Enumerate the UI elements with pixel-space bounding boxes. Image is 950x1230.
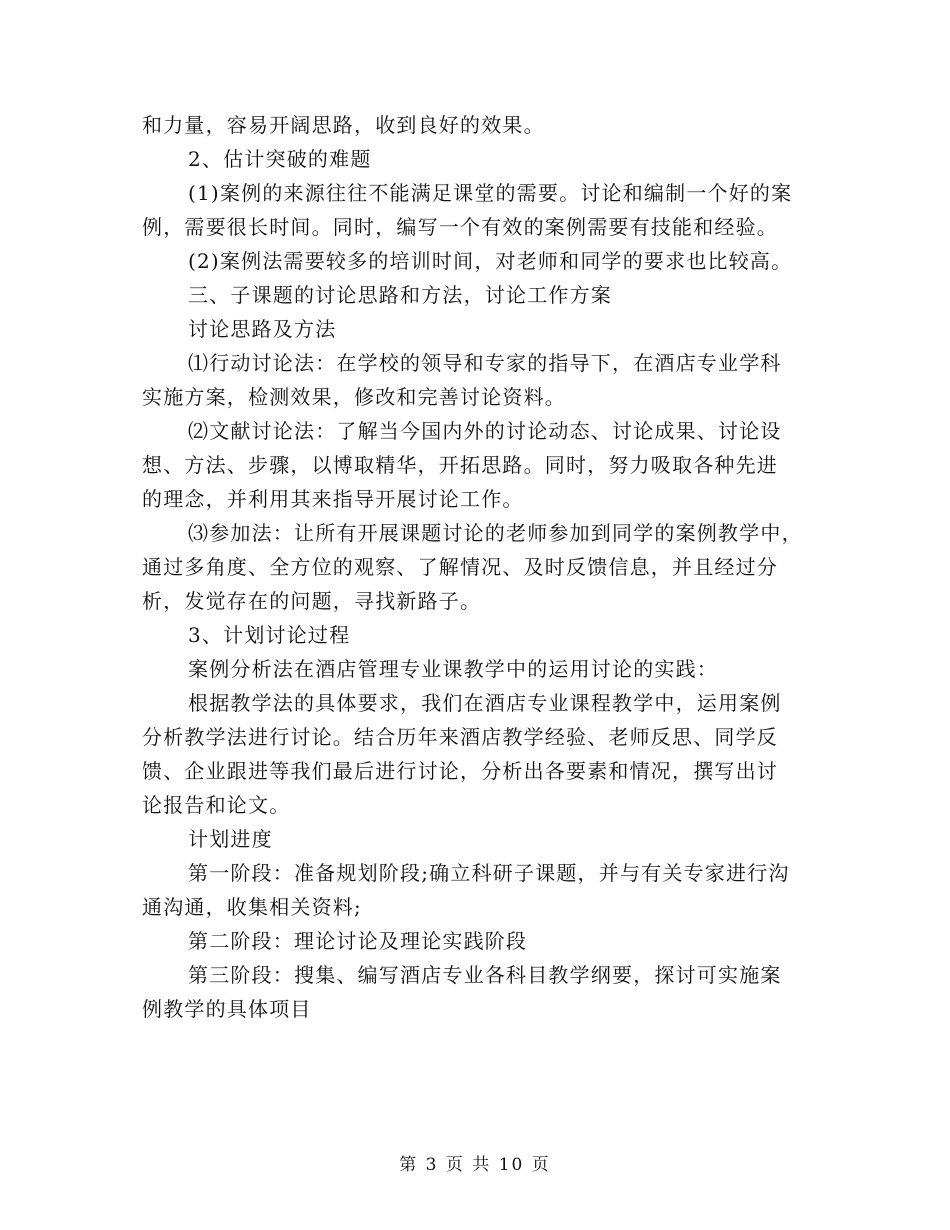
page-number-footer: 第 3 页 共 10 页 — [399, 1155, 551, 1175]
section-heading: 三、子课题的讨论思路和方法，讨论工作方案 — [188, 283, 612, 307]
text-line: 论报告和论文。 — [142, 793, 291, 817]
text-line: ⑵文献讨论法：了解当今国内外的讨论动态、讨论成果、讨论设 — [188, 419, 782, 443]
text-line: 分析教学法进行讨论。结合历年来酒店教学经验、老师反思、同学反 — [142, 725, 778, 749]
text-line: 想、方法、步骤，以博取精华，开拓思路。同时，努力吸取各种先进 — [142, 453, 778, 477]
section-heading: 2、估计突破的难题 — [188, 147, 372, 171]
text-line: 根据教学法的具体要求，我们在酒店专业课程教学中，运用案例 — [188, 691, 782, 715]
text-line: 第二阶段：理论讨论及理论实践阶段 — [188, 929, 528, 953]
text-line: 案例分析法在酒店管理专业课教学中的运用讨论的实践： — [188, 657, 718, 681]
text-line: 第三阶段：搜集、编写酒店专业各科目教学纲要，探讨可实施案 — [188, 963, 782, 987]
section-heading: 计划进度 — [188, 827, 273, 851]
text-line: 实施方案，检测效果，修改和完善讨论资料。 — [142, 385, 566, 409]
text-line: 第一阶段：准备规划阶段;确立科研子课题，并与有关专家进行沟 — [188, 861, 790, 885]
text-line: 析，发觉存在的问题，寻找新路子。 — [142, 589, 482, 613]
text-line: 通过多角度、全方位的观察、了解情况、及时反馈信息，并且经过分 — [142, 555, 778, 579]
section-heading: 3、计划讨论过程 — [188, 623, 351, 647]
text-line: 例教学的具体项目 — [142, 997, 312, 1021]
text-line: 和力量，容易开阔思路，收到良好的效果。 — [142, 113, 545, 137]
text-line: ⑶参加法：让所有开展课题讨论的老师参加到同学的案例教学中， — [188, 521, 803, 545]
text-line: 的理念，并利用其来指导开展讨论工作。 — [142, 487, 524, 511]
text-line: 例，需要很长时间。同时，编写一个有效的案例需要有技能和经验。 — [142, 215, 778, 239]
text-line: 馈、企业跟进等我们最后进行讨论，分析出各要素和情况，撰写出讨 — [142, 759, 778, 783]
text-line: ⑴行动讨论法：在学校的领导和专家的指导下，在酒店专业学科 — [188, 351, 782, 375]
section-heading: 讨论思路及方法 — [188, 317, 337, 341]
text-line: (1)案例的来源往往不能满足课堂的需要。讨论和编制一个好的案 — [188, 181, 793, 205]
text-line: 通沟通，收集相关资料; — [142, 895, 362, 919]
document-body — [142, 108, 812, 1026]
text-line: (2)案例法需要较多的培训时间，对老师和同学的要求也比较高。 — [188, 249, 793, 273]
